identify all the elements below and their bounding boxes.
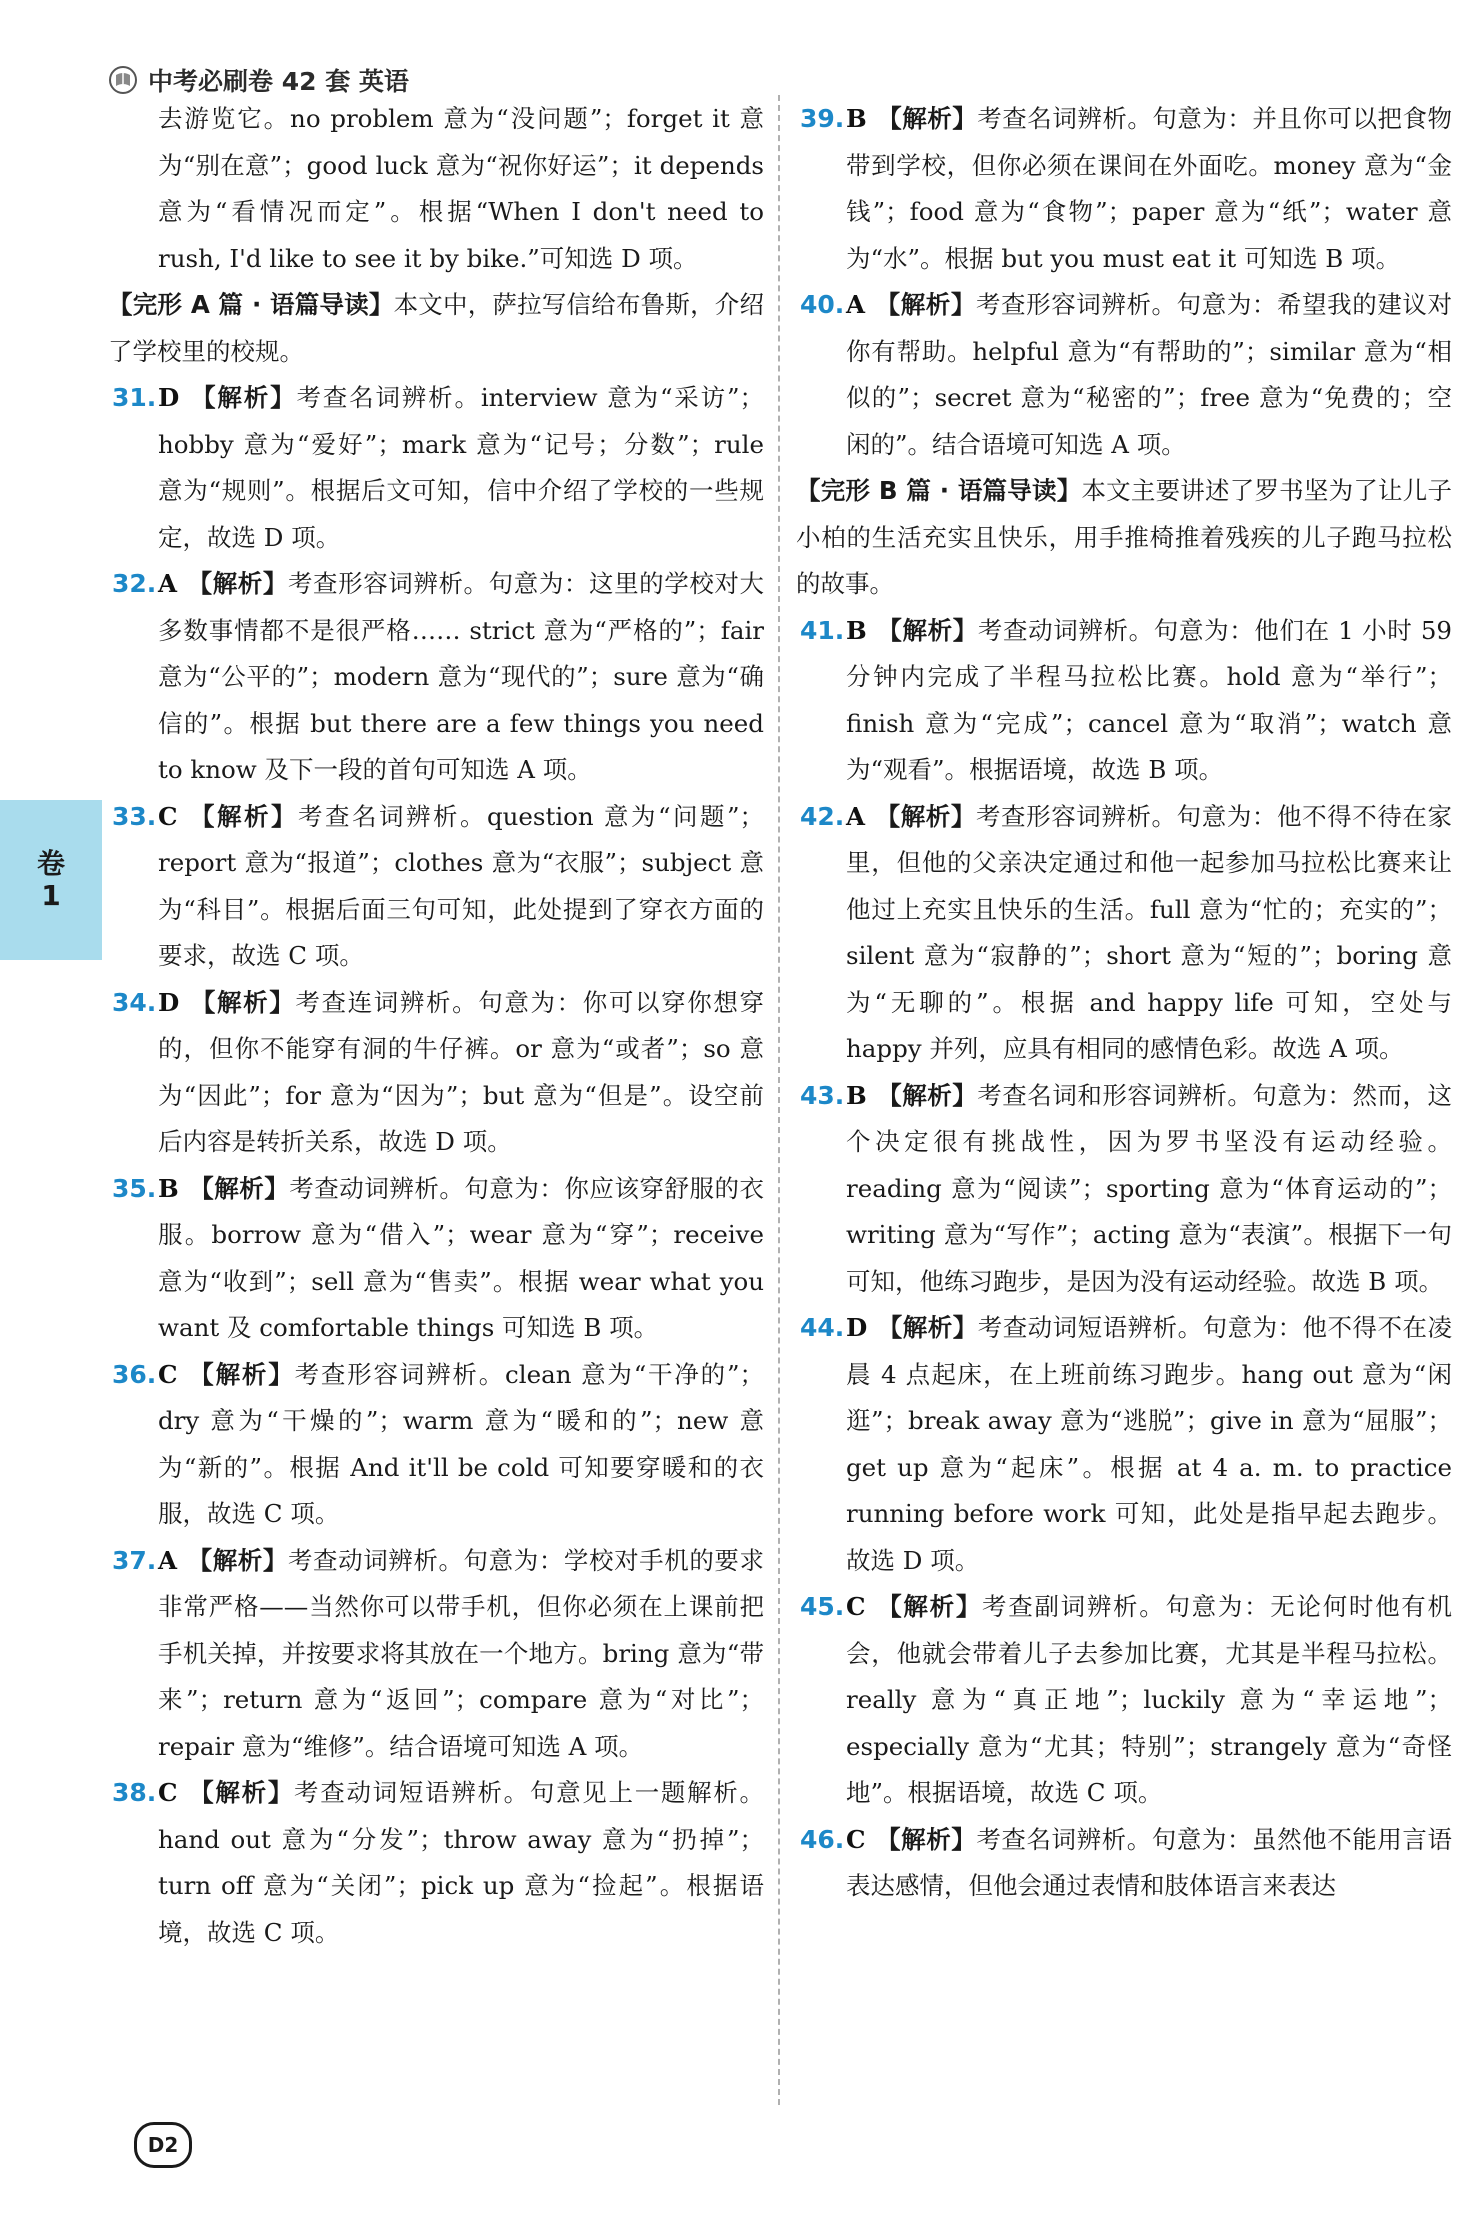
analysis-tag: 【解析】 xyxy=(875,290,976,319)
question-number: 42. xyxy=(800,801,845,831)
question-number: 34. xyxy=(112,987,157,1017)
answer-entry xyxy=(796,608,1452,794)
analysis-text: 考查副词辨析。句意为：无论何时他有机会，他就会带着儿子去参加比赛，尤其是半程马拉松。really 意为“真正地”；luckily 意为“幸运地”；especially 意为“尤其；特别”；strangely 意为“奇怪地”。根据语境，故选 C 项。 xyxy=(846,1592,1453,1807)
analysis-text: 考查动词短语辨析。句意为：他不得不在凌晨 4 点起床，在上班前练习跑步。hang out 意为“闲逛”；break away 意为“逃脱”；give in 意为“屈服”；get up 意为“起床”。根据 at 4 a. m. to practice running before work 可知，此处是指早起去跑步。故选 D 项。 xyxy=(846,1313,1453,1575)
answer-entry xyxy=(796,282,1452,468)
analysis-text: 考查名词辨析。question 意为“问题”；report 意为“报道”；clothes 意为“衣服”；subject 意为“科目”。根据后面三句可知，此处提到了穿衣方面的要求，故选 C 项。 xyxy=(158,801,764,970)
question-number: 43. xyxy=(800,1080,845,1110)
analysis-tag: 【解析】 xyxy=(876,1080,978,1110)
guide-a-text: 本文中，萨拉写信给布鲁斯，介绍了学校里的校规。 xyxy=(108,290,765,366)
answer-letter: A xyxy=(158,1545,178,1575)
guide-b-tag: 【完形 B 篇 · 语篇导读】 xyxy=(796,476,1082,505)
answer-letter: B xyxy=(158,1173,179,1203)
analysis-tag: 【解析】 xyxy=(187,1545,288,1575)
analysis-text: 考查名词辨析。interview 意为“采访”；hobby 意为“爱好”；mark 意为“记号；分数”；rule 意为“规则”。根据后文可知，信中介绍了学校的一些规定，故选 D 项。 xyxy=(158,383,765,552)
analysis-tag: 【解析】 xyxy=(877,1313,978,1342)
question-number: 44. xyxy=(800,1313,845,1342)
answer-entry xyxy=(108,1352,764,1538)
question-number: 32. xyxy=(112,569,157,598)
analysis-tag: 【解析】 xyxy=(188,1173,290,1203)
answer-entry xyxy=(796,1073,1452,1306)
answer-entry xyxy=(108,980,764,1166)
question-number: 37. xyxy=(112,1545,157,1575)
analysis-tag: 【解析】 xyxy=(189,383,297,412)
answer-letter: B xyxy=(846,615,867,645)
answer-letter: A xyxy=(846,801,866,831)
analysis-tag: 【解析】 xyxy=(187,1359,295,1389)
answer-letter: B xyxy=(846,1080,867,1110)
answer-entry xyxy=(796,794,1452,1073)
question-number: 39. xyxy=(800,104,845,133)
header-title: 中考必刷卷 42 套 英语 xyxy=(148,67,409,96)
analysis-text: 考查动词辨析。句意为：你应该穿舒服的衣服。borrow 意为“借入”；wear 意为“穿”；receive 意为“收到”；sell 意为“售卖”。根据 wear what you want 及 comfortable things 可知选 B 项。 xyxy=(158,1173,764,1342)
analysis-tag: 【解析】 xyxy=(187,801,298,831)
page-number-badge: D2 xyxy=(134,2122,192,2168)
intro-text: 去游览它。no problem 意为“没问题”；forget it 意为“别在意”；good luck 意为“祝你好运”；it depends 意为“看情况而定”。根据“When I don't need to rush, I'd like to see it by bike.”可知选 D 项。 xyxy=(158,104,764,273)
answer-letter: C xyxy=(158,801,178,831)
answer-letter: A xyxy=(158,569,178,598)
answer-entry xyxy=(108,375,764,561)
analysis-text: 考查形容词辨析。句意为：他不得不待在家里，但他的父亲决定通过和他一起参加马拉松比赛来让他过上充实且快乐的生活。full 意为“忙的；充实的”；silent 意为“寂静的”；short 意为“短的”；boring 意为“无聊的”。根据 and happy life 可知，空处与 happy 并列，应具有相同的感情色彩。故选 A 项。 xyxy=(846,801,1453,1063)
question-number: 46. xyxy=(800,1824,845,1854)
question-number: 45. xyxy=(800,1592,845,1621)
analysis-tag: 【解析】 xyxy=(876,615,978,645)
answer-entry xyxy=(108,1770,764,1956)
analysis-text: 考查形容词辨析。句意为：希望我的建议对你有帮助。helpful 意为“有帮助的”；similar 意为“相似的”；secret 意为“秘密的”；free 意为“免费的；空闲的”。结合语境可知选 A 项。 xyxy=(846,290,1453,459)
analysis-tag: 【解析】 xyxy=(187,569,288,598)
answer-entry xyxy=(108,561,764,794)
answer-letter: C xyxy=(846,1824,866,1854)
analysis-text: 考查形容词辨析。clean 意为“干净的”；dry 意为“干燥的”；warm 意为“暖和的”；new 意为“新的”。根据 And it'll be cold 可知要穿暖和的衣服，故选 C 项。 xyxy=(158,1359,765,1528)
answer-entry xyxy=(108,1166,764,1352)
right-column xyxy=(796,96,1452,1910)
analysis-text: 考查名词辨析。句意为：虽然他不能用言语表达感情，但他会通过表情和肢体语言来表达 xyxy=(846,1824,1452,1900)
guide-a-tag: 【完形 A 篇 · 语篇导读】 xyxy=(108,290,394,319)
analysis-text: 考查形容词辨析。句意为：这里的学校对大多数事情都不是很严格…… strict 意为“严格的”；fair 意为“公平的”；modern 意为“现代的”；sure 意为“确信的”。根据 but there are a few things you need to know 及下一段的首句可知选 A 项。 xyxy=(158,569,765,784)
analysis-text: 考查动词短语辨析。句意见上一题解析。hand out 意为“分发”；throw away 意为“扔掉”；turn off 意为“关闭”；pick up 意为“捡起”。根据语境，故选 C 项。 xyxy=(158,1778,765,1947)
question-number: 38. xyxy=(112,1778,157,1807)
answer-entry xyxy=(796,1817,1452,1910)
analysis-tag: 【解析】 xyxy=(189,987,296,1017)
analysis-text: 考查名词和形容词辨析。句意为：然而，这个决定很有挑战性，因为罗书坚没有运动经验。reading 意为“阅读”；sporting 意为“体育运动的”；writing 意为“写作”；acting 意为“表演”。根据下一句可知，他练习跑步，是因为没有运动经验。故选 B 项。 xyxy=(846,1080,1452,1296)
analysis-text: 考查动词辨析。句意为：学校对手机的要求非常严格——当然你可以带手机，但你必须在上课前把手机关掉，并按要求将其放在一个地方。bring 意为“带来”；return 意为“返回”；compare 意为“对比”；repair 意为“维修”。结合语境可知选 A 项。 xyxy=(158,1545,765,1761)
answer-entry xyxy=(796,96,1452,282)
analysis-text: 考查动词辨析。句意为：他们在 1 小时 59 分钟内完成了半程马拉松比赛。hold 意为“举行”；finish 意为“完成”；cancel 意为“取消”；watch 意为“观看”。根据语境，故选 B 项。 xyxy=(846,615,1453,784)
left-column xyxy=(108,96,764,1956)
column-divider xyxy=(778,95,780,2105)
analysis-tag: 【解析】 xyxy=(875,1824,977,1854)
answer-entry xyxy=(796,1305,1452,1584)
question-number: 40. xyxy=(800,290,845,319)
answer-letter: C xyxy=(846,1592,866,1621)
side-tab-label: 卷 xyxy=(36,846,65,880)
book-logo-icon xyxy=(108,65,138,95)
guide-b-text: 本文主要讲述了罗书坚为了让儿子小柏的生活充实且快乐，用手推椅推着残疾的儿子跑马拉松的故事。 xyxy=(796,476,1452,598)
analysis-tag: 【解析】 xyxy=(187,1778,295,1807)
question-number: 41. xyxy=(800,615,845,645)
question-number: 33. xyxy=(112,801,157,831)
page-header xyxy=(108,62,409,98)
analysis-tag: 【解析】 xyxy=(876,104,978,133)
analysis-tag: 【解析】 xyxy=(875,801,976,831)
answer-letter: C xyxy=(158,1778,178,1807)
answer-letter: A xyxy=(846,290,866,319)
answer-letter: D xyxy=(158,987,180,1017)
answer-letter: B xyxy=(846,104,867,133)
answer-entry xyxy=(108,794,764,980)
answer-entry xyxy=(108,1538,764,1771)
answer-letter: D xyxy=(158,383,180,412)
question-number: 36. xyxy=(112,1359,157,1389)
side-tab-number: 1 xyxy=(41,879,61,912)
volume-side-tab xyxy=(0,800,102,960)
question-number: 35. xyxy=(112,1173,157,1203)
guide-a xyxy=(108,282,764,375)
answer-letter: D xyxy=(846,1313,868,1342)
analysis-text: 考查名词辨析。句意为：并且你可以把食物带到学校，但你必须在课间在外面吃。money 意为“金钱”；food 意为“食物”；paper 意为“纸”；water 意为“水”。根据 but you must eat it 可知选 B 项。 xyxy=(846,104,1452,273)
guide-b xyxy=(796,468,1452,608)
analysis-text: 考查连词辨析。句意为：你可以穿你想穿的，但你不能穿有洞的牛仔裤。or 意为“或者”；so 意为“因此”；for 意为“因为”；but 意为“但是”。设空前后内容是转折关系，故选 D 项。 xyxy=(158,987,764,1156)
question-number: 31. xyxy=(112,383,157,412)
answer-entry xyxy=(796,1584,1452,1817)
answer-letter: C xyxy=(158,1359,178,1389)
analysis-tag: 【解析】 xyxy=(875,1592,983,1621)
